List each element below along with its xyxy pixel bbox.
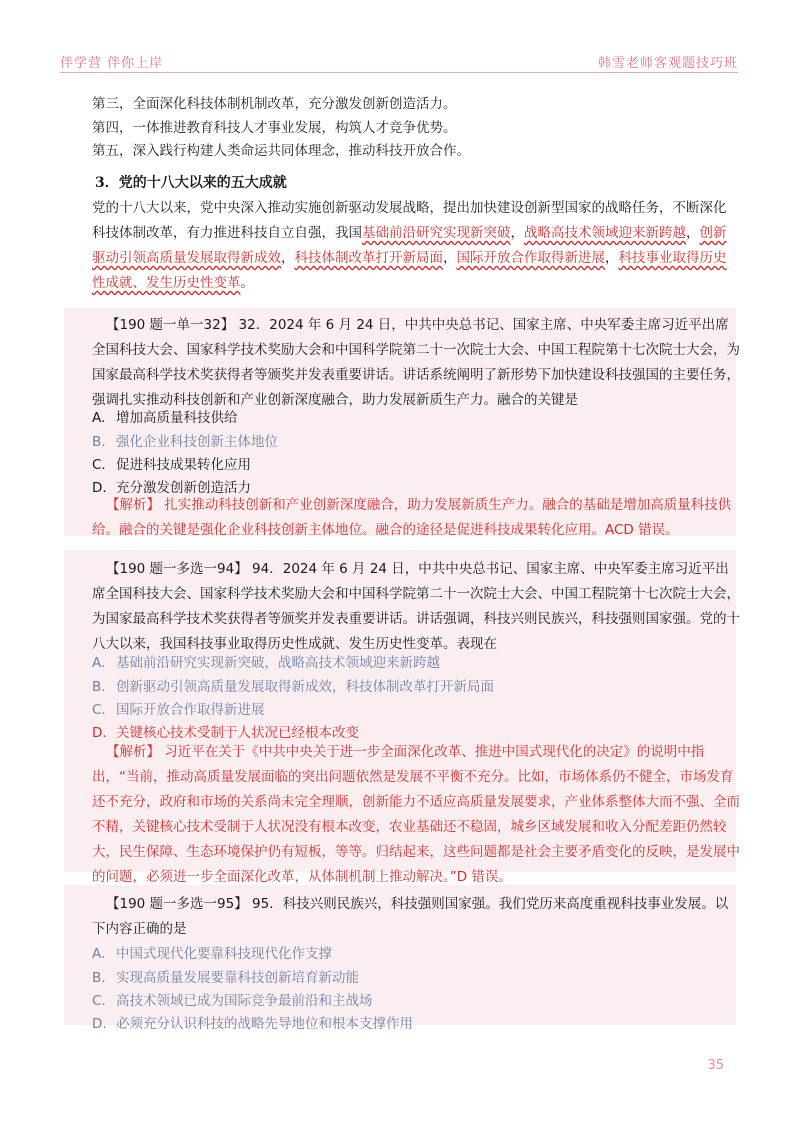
question-2-option-c [92,698,265,718]
option-text: 实现高质量发展要靠科技创新培育新动能 [116,970,359,986]
option-letter: B. [92,679,106,695]
section-title: 3．党的十八大以来的五大成就 [95,175,287,191]
option-text: 高技术领域已成为国际竞争最前沿和主战场 [116,993,373,1009]
intro-line: 第三，全面深化科技体制机制改革，充分激发创新创造活力。 [92,96,457,112]
header-divider [60,72,738,73]
option-text: 基础前沿研究实现新突破，战略高技术领域迎来新跨越 [116,655,440,671]
option-text: 国际开放合作取得新进展 [116,702,265,718]
question-tag: 【190 题一多选一95】 [106,896,248,912]
question-2-option-b [92,675,494,695]
option-text: 必须充分认识科技的战略先导地位和根本支撑作用 [116,1016,413,1032]
analysis-label: 【解析】 [106,744,160,760]
question-2-stem [92,557,740,657]
question-2-option-a [92,651,440,671]
question-tag: 【190 题一多选一94】 [106,561,248,577]
question-1-option-c [92,453,251,473]
option-text: 中国式现代化要靠科技现代化作支撑 [116,946,332,962]
option-letter: D. [92,725,107,741]
analysis-text: 习近平在关于《中共中央关于进一步全面深化改革、推进中国式现代化的决定》的说明中指出，“当前，推动高质量发展面临的突出问题依然是发展不平衡不充分。比如，市场体系仍不健全，市场发育还不充分，政府和市场的关系尚未完全理顺，创新能力不适应高质量发展要求，产业体系整体大而不强、全而不精，关键核心技术受制于人状况没有根本改变，农业基础还不稳固，城乡区域发展和收入分配差距仍然较大，民生保障、生态环境保护仍有短板，等等。归结起来，这些问题都是社会主要矛盾变化的反映，是发展中的问题，必须进一步全面深化改革，从体制机制上推动解决。”D 错误。 [92,744,740,885]
option-text: 充分激发创新创造活力 [116,480,251,496]
question-2-analysis [92,740,740,890]
analysis-text: 扎实推动科技创新和产业创新深度融合，助力发展新质生产力。融合的基础是增加高质量科技供给。融合的关键是强化企业科技创新主体地位。融合的途径是促进科技成果转化应用。ACD 错误。 [92,497,732,538]
question-text: 95．科技兴则民族兴，科技强则国家强。我们党历来高度重视科技事业发展。以下内容正确的是 [92,896,729,937]
option-letter: B. [92,434,106,450]
question-1-option-b [92,430,278,450]
option-letter: C. [92,993,106,1009]
option-text: 增加高质量科技供给 [116,410,238,426]
highlight: 国际开放合作取得新进展 [456,250,605,266]
question-3-option-b [92,966,359,986]
highlight: 创新驱动引领高质量发展取得新成效 [92,225,727,266]
option-letter: A. [92,655,106,671]
question-text: 32．2024 年 6 月 24 日，中共中央总书记、国家主席、中央军委主席习近平出席全国科技大会、国家科学技术奖励大会和中国科学院第二十一次院士大会、中国工程院第十七次院士大会，为国家最高科学技术奖获得者等颁奖并发表重要讲话。讲话系统阐明了新形势下加快建设科技强国的主要任务，强调扎实推动科技创新和产业创新深度融合，助力发展新质生产力。融合的关键是 [92,317,740,408]
page-number: 35 [707,1058,724,1073]
question-text: 94．2024 年 6 月 24 日，中共中央总书记、国家主席、中央军委主席习近平出席全国科技大会、国家科学技术奖励大会和中国科学院第二十一次院士大会、中国工程院第十七次院士大会，为国家最高科学技术奖获得者等颁奖并发表重要讲话。讲话强调，科技兴则民族兴，科技强则国家强。党的十八大以来，我国科技事业取得历史性成就、发生历史性变革。表现在 [92,561,740,652]
option-letter: A. [92,946,106,962]
option-letter: A. [92,410,106,426]
intro-line: 第五，深入践行构建人类命运共同体理念，推动科技开放合作。 [92,143,470,159]
header-brand: 伴学营 伴你上岸 [60,56,164,71]
section-paragraph-text: 党的十八大以来，党中央深入推动实施创新驱动发展战略，提出加快建设创新型国家的战略任务，不断深化科技体制改革，有力推进科技自立自强，我国 [92,200,727,241]
option-text: 关键核心技术受制于人状况已经根本改变 [116,725,359,741]
question-1-stem [92,313,740,413]
option-text: 促进科技成果转化应用 [116,457,251,473]
option-letter: C. [92,702,106,718]
question-3-option-d [92,1012,413,1032]
section-paragraph: 党的十八大以来，党中央深入推动实施创新驱动发展战略，提出加快建设创新型国家的战略任务，不断深化科技体制改革，有力推进科技自立自强，我国基础前沿研究实现新突破，战略高技术领域迎来新跨越，创新驱动引领高质量发展取得新成效，科技体制改革打开新局面，国际开放合作取得新进展，科技事业取得历史性成就、发生历史性变革。 [92,200,727,291]
question-tag: 【190 题一单一32】 [106,317,235,333]
question-2-option-d [92,721,359,741]
analysis-label: 【解析】 [106,497,160,513]
option-letter: D. [92,480,107,496]
question-1-option-a [92,406,238,426]
option-letter: D. [92,1016,107,1032]
highlight: 战略高技术领域迎来新跨越 [524,225,686,241]
question-3-option-c [92,989,373,1009]
question-3-option-a [92,942,332,962]
highlight: 科技体制改革打开新局面 [294,250,443,266]
highlight: 基础前沿研究实现新突破 [362,225,511,241]
highlight: 科技事业取得历史性成就、发生历史性变革 [92,250,727,291]
option-letter: C. [92,457,106,473]
question-1-analysis [92,493,740,543]
option-letter: B. [92,970,106,986]
option-text: 强化企业科技创新主体地位 [116,434,278,450]
option-text: 创新驱动引领高质量发展取得新成效，科技体制改革打开新局面 [116,679,494,695]
header-course-title: 韩雪老师客观题技巧班 [597,56,738,71]
intro-line: 第四，一体推进教育科技人才事业发展，构筑人才竞争优势。 [92,120,457,136]
question-3-stem [92,892,740,942]
